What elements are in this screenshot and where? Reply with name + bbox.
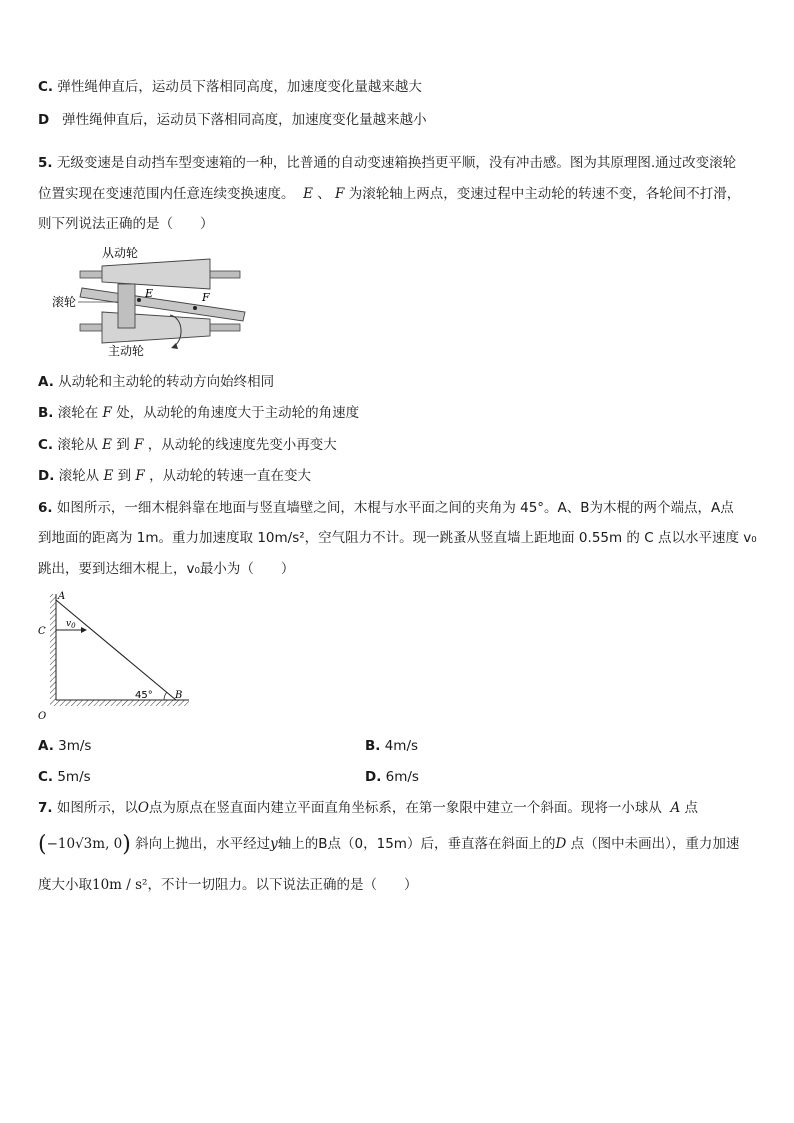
- q6-stem-line-3: [38, 560, 294, 578]
- stem-text: 到地面的距离为 1m。重力加速度取 10m/s²，空气阻力不计。现一跳蚤从竖直墙上距地面 0.55m 的 C 点以水平速度 v₀: [38, 530, 757, 546]
- q5-option-d: [38, 467, 311, 485]
- option-text: 弹性绳伸直后，运动员下落相同高度，加速度变化量越来越大: [57, 79, 422, 95]
- question-number: 7.: [38, 800, 53, 816]
- variable-f: F: [335, 186, 345, 202]
- option-text: 从动轮和主动轮的转动方向始终相同: [58, 374, 275, 390]
- variable-o: O: [137, 800, 149, 816]
- ground-hatch: [56, 700, 189, 706]
- stem-text: 斜向上抛出，水平经过: [135, 836, 271, 852]
- variable-f: F: [102, 405, 112, 421]
- point-e-label: E: [145, 287, 154, 300]
- wall-hatch: [50, 594, 56, 706]
- option-label: B.: [365, 738, 381, 754]
- angle-arc: [164, 692, 167, 700]
- option-text: ，从动轮的线速度先变小再变大: [147, 437, 337, 453]
- option-text: 6m/s: [385, 769, 419, 785]
- coord-open-paren: (: [38, 832, 47, 857]
- point-c-label: C: [38, 626, 46, 637]
- variable-f: F: [134, 437, 144, 453]
- q4-option-d: [38, 111, 427, 129]
- roller: [118, 284, 135, 328]
- q7-stem-line-1: [38, 799, 698, 817]
- point-f-label: F: [202, 291, 210, 304]
- option-text: ，从动轮的转速一直在变大: [149, 468, 312, 484]
- option-label: A.: [38, 738, 54, 754]
- option-text: 处，从动轮的角速度大于主动轮的角速度: [116, 405, 360, 421]
- angle-label: 45°: [135, 690, 153, 701]
- q5-stem-line-2: [38, 185, 740, 203]
- variable-e: E: [102, 437, 112, 453]
- variable-d: D: [555, 836, 567, 852]
- separator: 、: [317, 186, 331, 202]
- option-label: C.: [38, 437, 54, 453]
- stem-text: 为滚轮轴上两点，变速过程中主动轮的转速不变，各轮间不打滑，: [348, 186, 741, 202]
- q4-option-c: [38, 78, 422, 96]
- driven-wheel-label: 从动轮: [102, 246, 139, 260]
- q6-option-c: [38, 768, 91, 786]
- variable-e: E: [103, 468, 114, 484]
- stem-text: 跳出，要到达细木棍上，v₀最小为（ ）: [38, 561, 295, 577]
- option-label: D.: [365, 769, 382, 785]
- variable-y: y: [270, 836, 278, 852]
- coord-close-paren: ): [122, 832, 131, 857]
- point-b-label: B: [175, 690, 183, 701]
- variable-f: F: [135, 468, 145, 484]
- roller-label: 滚轮: [52, 295, 77, 309]
- point-o-label: O: [38, 711, 47, 722]
- option-text: 4m/s: [384, 738, 419, 754]
- stem-text: 如图所示，以: [56, 800, 138, 816]
- q6-option-a: [38, 737, 91, 755]
- variable-a: A: [670, 800, 681, 816]
- option-label: A.: [38, 374, 54, 390]
- drive-wheel-label: 主动轮: [108, 344, 145, 358]
- option-label: C.: [38, 79, 54, 95]
- stick: [56, 600, 176, 700]
- point-f-dot: [193, 306, 197, 310]
- option-text: 弹性绳伸直后，运动员下落相同高度，加速度变化量越来越小: [62, 112, 427, 128]
- q6-option-d: [365, 768, 419, 786]
- stem-text: 点: [684, 800, 699, 816]
- q7-stem-line-3: [38, 876, 417, 894]
- option-text: 到: [117, 468, 132, 484]
- option-label: B.: [38, 405, 54, 421]
- variable-e: E: [303, 186, 313, 202]
- stem-text: 点（图中未画出），重力加速: [570, 836, 740, 852]
- question-number: 5.: [38, 155, 53, 171]
- option-text: 3m/s: [58, 738, 92, 754]
- coordinate-a: −10√3m, 0: [46, 836, 123, 852]
- option-text: 到: [116, 437, 130, 453]
- stem-text: 轴上的B点（0，15m）后，垂直落在斜面上的: [277, 836, 556, 852]
- stem-text: 度大小取: [38, 877, 92, 893]
- option-text: 滚轮在: [57, 405, 99, 421]
- g-value: 10m / s²: [92, 877, 148, 893]
- point-a-label: A: [58, 591, 66, 602]
- q6-option-b: [365, 737, 418, 755]
- stem-text: 位置实现在变速范围内任意连续变换速度。: [38, 186, 295, 202]
- q5-stem-line-3: [38, 215, 214, 233]
- q6-stem-line-2: [38, 529, 757, 547]
- velocity-arrow-head: [81, 627, 87, 633]
- stem-text: 无级变速是自动挡车型变速箱的一种，比普通的自动变速箱换挡更平顺，没有冲击感。图为其原理图.通过改变滚轮: [56, 155, 737, 171]
- option-label: D.: [38, 468, 55, 484]
- stem-text: 点为原点在竖直面内建立平面直角坐标系，在第一象限中建立一个斜面。现将一小球从: [148, 800, 662, 816]
- option-text: 滚轮从: [57, 437, 98, 453]
- q6-stem-line-1: [38, 499, 734, 517]
- point-e-dot: [137, 298, 141, 302]
- q5-option-a: [38, 373, 274, 391]
- stick-wall-diagram: [36, 588, 196, 723]
- velocity-label: $v_0$: [66, 619, 76, 630]
- q5-stem-line-1: [38, 154, 736, 172]
- q7-stem-line-2: [38, 832, 740, 857]
- cvt-diagram: [52, 240, 262, 365]
- stem-text: 则下列说法正确的是（ ）: [38, 216, 214, 232]
- question-number: 6.: [38, 500, 53, 516]
- option-label: C.: [38, 769, 54, 785]
- option-text: 滚轮从: [58, 468, 100, 484]
- q5-option-b: [38, 404, 359, 422]
- option-text: 5m/s: [57, 769, 91, 785]
- option-label: D: [38, 112, 50, 128]
- stem-text: 如图所示，一细木棍斜靠在地面与竖直墙壁之间，木棍与水平面之间的夹角为 45°。A、B为木棍的两个端点，A点: [56, 500, 734, 516]
- q5-option-c: [38, 436, 337, 454]
- stem-text: ，不计一切阻力。以下说法正确的是（ ）: [147, 877, 418, 893]
